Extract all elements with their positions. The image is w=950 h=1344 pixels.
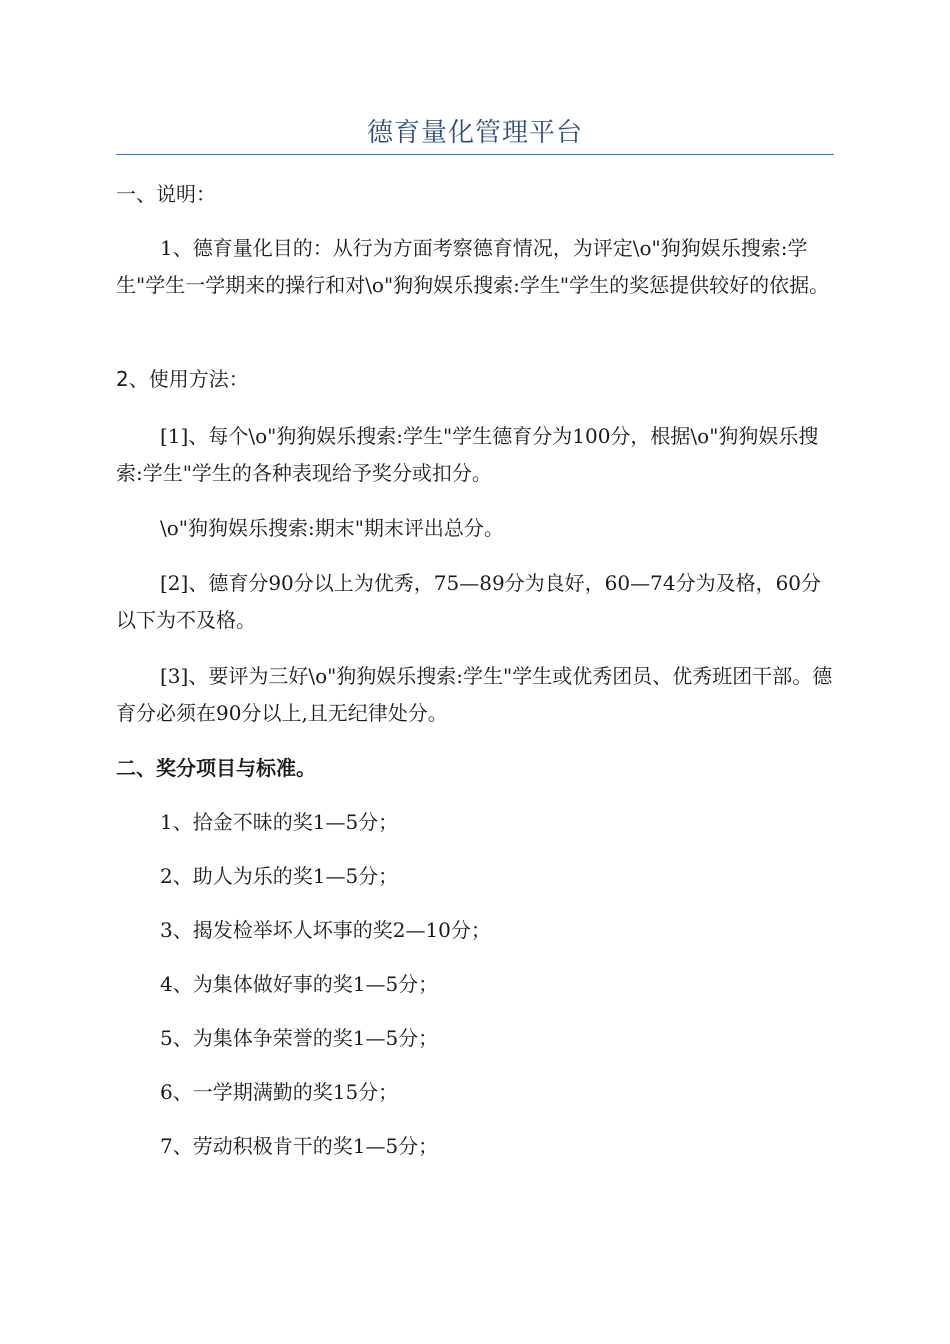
page-title: 德育量化管理平台 [366,118,583,148]
section1-heading: 一、说明： [116,182,216,206]
reward-item: 2、助人为乐的奖1—5分； [160,864,399,888]
reward-item: 7、劳动积极肯干的奖1—5分； [160,1134,439,1158]
section2-heading: 二、奖分项目与标准。 [116,756,316,780]
title-underline [116,154,834,155]
method-1-note: \o"狗狗娱乐搜索:期末"期末评出总分。 [160,516,504,540]
purpose-paragraph: 1、德育量化目的：从行为方面考察德育情况，为评定\o"狗狗娱乐搜索:学生"学生一学期来的操行和对\o"狗狗娱乐搜索:学生"学生的奖惩提供较好的依据。 [116,236,830,297]
reward-item: 3、揭发检举坏人坏事的奖2—10分； [160,918,491,942]
reward-item: 6、一学期满勤的奖15分； [160,1080,399,1104]
reward-item: 5、为集体争荣誉的奖1—5分； [160,1026,439,1050]
method-3-paragraph: [3]、要评为三好\o"狗狗娱乐搜索:学生"学生或优秀团员、优秀班团干部。德育分必须在90分以上,且无纪律处分。 [116,664,833,725]
reward-item: 4、为集体做好事的奖1—5分； [160,972,439,996]
method-1-paragraph: [1]、每个\o"狗狗娱乐搜索:学生"学生德育分为100分，根据\o"狗狗娱乐搜索:学生"学生的各种表现给予奖分或扣分。 [116,424,819,485]
usage-heading: 2、使用方法： [116,367,249,391]
reward-item: 1、拾金不昧的奖1—5分； [160,810,399,834]
method-2-paragraph: [2]、德育分90分以上为优秀，75—89分为良好，60—74分为及格，60分以下为不及格。 [116,571,822,632]
